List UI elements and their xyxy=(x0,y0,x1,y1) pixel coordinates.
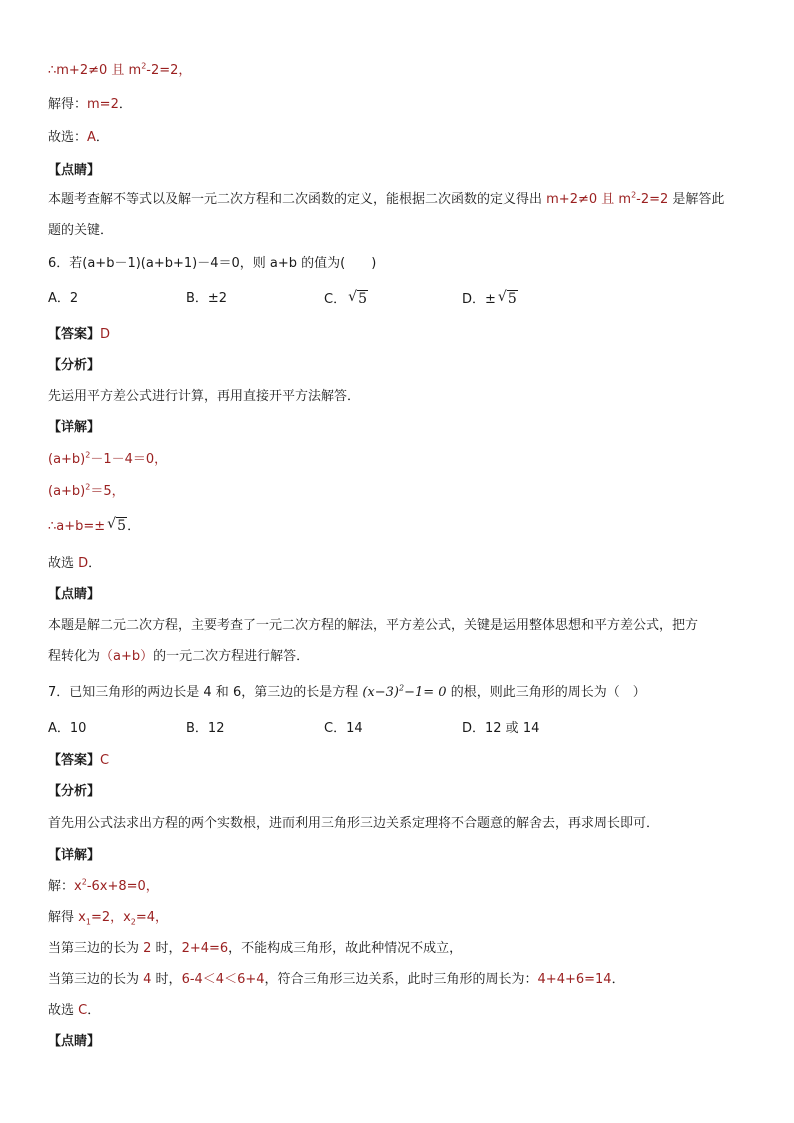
sqrt-symbol: √ 5 xyxy=(348,289,367,307)
section-heading-xiangjie: 【详解】 xyxy=(48,420,101,435)
option-b: B．12 xyxy=(186,721,225,736)
answer-line: 【答案】C xyxy=(48,753,110,768)
step-line: $(a+b)^2=5$， xyxy=(48,482,125,499)
section-heading-fenxi: 【分析】 xyxy=(48,784,101,799)
step-line: 当第三边的长为 4 时，6-4＜4＜6+4，符合三角形三边关系，此时三角形的周长为：4+4+6=14． xyxy=(48,972,625,987)
answer-line: 【答案】D xyxy=(48,327,111,342)
step-line: $(a+b)^2-1-4=0$， xyxy=(48,450,168,467)
step-line: 故选 D． xyxy=(48,556,102,571)
paragraph: 程转化为（a+b）的一元二次方程进行解答． xyxy=(48,649,310,664)
step-line: 解：$x^2-6x+8=0$， xyxy=(48,877,159,894)
sqrt-symbol: √ 5 xyxy=(107,516,127,534)
section-heading-xiangjie: 【详解】 xyxy=(48,848,101,863)
step-line: 解得 $x_1=2$，$x_2=4$， xyxy=(48,910,169,927)
option-d: D．± √ 5 xyxy=(462,289,517,307)
option-c: C． √ 5 xyxy=(324,289,367,307)
sqrt-symbol: √ 5 xyxy=(497,289,517,307)
paragraph: 先运用平方差公式进行计算，再用直接开平方法解答． xyxy=(48,389,361,404)
option-d: D．12 或 14 xyxy=(462,721,540,736)
paragraph: 本题是解二元二次方程，主要考查了一元二次方程的解法，平方差公式，关键是运用整体思想和平方差公式，把方 xyxy=(48,618,699,633)
paragraph: 题的关键． xyxy=(48,223,114,238)
section-heading-dianjing: 【点睛】 xyxy=(48,163,101,178)
option-a: A．2 xyxy=(48,291,79,306)
step-line: 故选：A． xyxy=(48,130,109,145)
question-7: 7．已知三角形的两边长是 4 和 6，第三边的长是方程 $(x-3)^2-1= 0$ 的根，则此三角形的周长为（ ） xyxy=(48,683,646,700)
step-line: 解得：m=2． xyxy=(48,97,132,112)
option-b: B．±2 xyxy=(186,291,228,306)
section-heading-dianjing: 【点睛】 xyxy=(48,587,101,602)
paragraph: 本题考查解不等式以及解一元二次方程和二次函数的定义，能根据二次函数的定义得出 m+2≠0 且 $m^2-2=2$ 是解答此 xyxy=(48,190,725,207)
option-c: C．14 xyxy=(324,721,363,736)
question-6: 6．若(a+b－1)(a+b+1)－4＝0，则 a+b 的值为( ) xyxy=(48,256,377,271)
step-line: 故选 C． xyxy=(48,1003,101,1018)
section-heading-fenxi: 【分析】 xyxy=(48,358,101,373)
option-a: A．10 xyxy=(48,721,87,736)
step-line: 当第三边的长为 2 时，2+4=6，不能构成三角形，故此种情况不成立， xyxy=(48,941,463,956)
section-heading-dianjing: 【点睛】 xyxy=(48,1034,101,1049)
step-line: ∴a+b=± √ 5． xyxy=(48,516,141,534)
step-line: ∴m+2≠0 且 $m^2-2=2$， xyxy=(48,61,192,78)
paragraph: 首先用公式法求出方程的两个实数根，进而利用三角形三边关系定理将不合题意的解舍去，再求周长即可． xyxy=(48,816,660,831)
